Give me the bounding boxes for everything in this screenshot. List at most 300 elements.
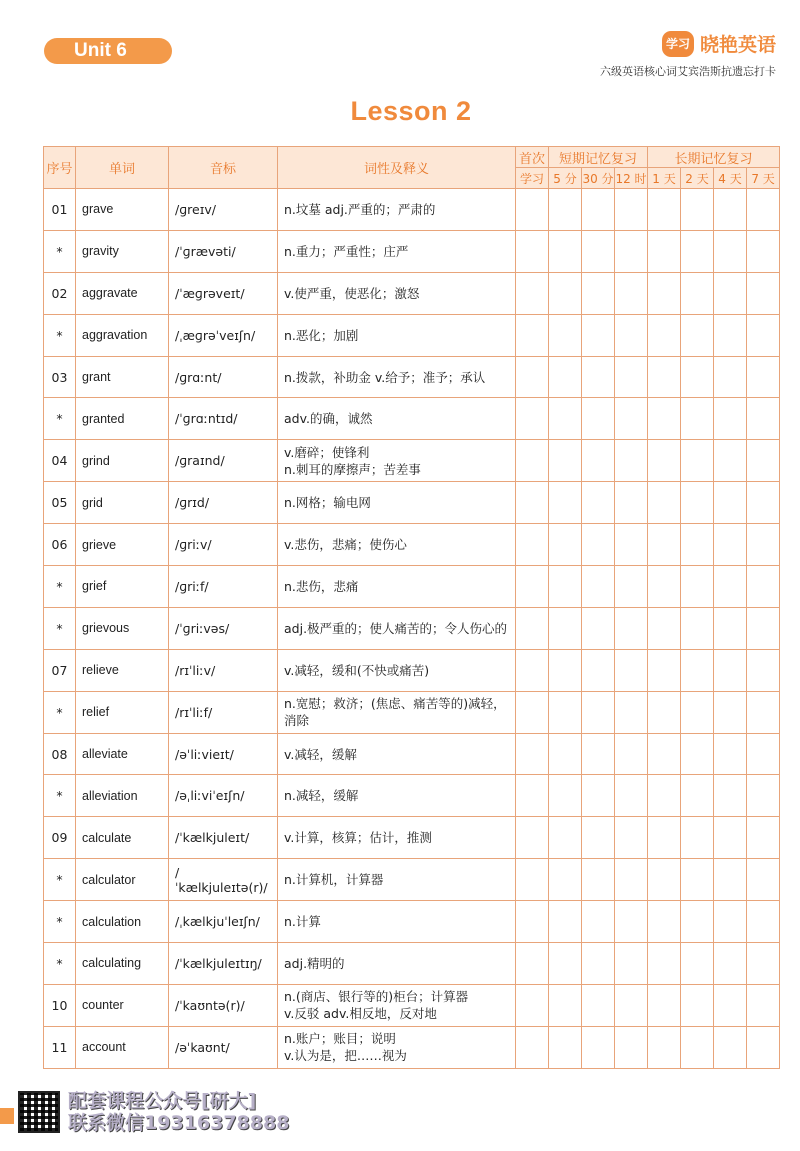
table-row [44, 482, 780, 524]
row-definition: n.坟墓 adj.严重的；严肃的 [278, 189, 516, 231]
row-definition: adj.精明的 [278, 943, 516, 985]
checkin-cell[interactable] [582, 189, 615, 231]
checkin-cell[interactable] [747, 356, 780, 398]
checkin-cell[interactable] [681, 649, 714, 691]
checkin-cell[interactable] [648, 189, 681, 231]
header-short-term: 短期记忆复习 [549, 147, 648, 168]
checkin-cell[interactable] [582, 649, 615, 691]
checkin-cell[interactable] [681, 189, 714, 231]
checkin-cell[interactable] [516, 775, 549, 817]
checkin-cell[interactable] [615, 272, 648, 314]
checkin-cell[interactable] [549, 943, 582, 985]
checkin-cell[interactable] [681, 272, 714, 314]
checkin-cell[interactable] [549, 230, 582, 272]
checkin-cell[interactable] [681, 859, 714, 901]
row-ipa: /ɡraɪnd/ [169, 440, 278, 482]
checkin-cell[interactable] [648, 272, 681, 314]
checkin-cell[interactable] [516, 901, 549, 943]
checkin-cell[interactable] [681, 733, 714, 775]
checkin-cell[interactable] [648, 566, 681, 608]
checkin-cell[interactable] [582, 482, 615, 524]
vocabulary-table [43, 146, 780, 1069]
row-definition: n.恶化；加剧 [278, 314, 516, 356]
row-word: relieve [76, 649, 169, 691]
row-number: * [44, 691, 76, 733]
row-number: * [44, 398, 76, 440]
table-row [44, 649, 780, 691]
checkin-cell[interactable] [747, 901, 780, 943]
checkin-cell[interactable] [747, 859, 780, 901]
checkin-cell[interactable] [648, 859, 681, 901]
checkin-cell[interactable] [681, 356, 714, 398]
checkin-cell[interactable] [747, 230, 780, 272]
checkin-cell[interactable] [516, 356, 549, 398]
table-row [44, 524, 780, 566]
header-short-12h: 12 时 [615, 168, 648, 189]
checkin-cell[interactable] [747, 272, 780, 314]
table-row [44, 189, 780, 231]
checkin-cell[interactable] [714, 189, 747, 231]
checkin-cell[interactable] [582, 314, 615, 356]
checkin-cell[interactable] [582, 398, 615, 440]
table-row [44, 230, 780, 272]
row-ipa: /ˈkaʊntə(r)/ [169, 984, 278, 1026]
brand-subtitle: 六级英语核心词艾宾浩斯抗遗忘打卡 [600, 65, 776, 78]
row-definition: adv.的确，诚然 [278, 398, 516, 440]
checkin-cell[interactable] [582, 272, 615, 314]
checkin-cell[interactable] [648, 817, 681, 859]
checkin-cell[interactable] [714, 482, 747, 524]
checkin-cell[interactable] [648, 649, 681, 691]
checkin-cell[interactable] [714, 984, 747, 1026]
header-long-4d: 4 天 [714, 168, 747, 189]
checkin-cell[interactable] [549, 775, 582, 817]
table-row [44, 859, 780, 901]
header-long-term: 长期记忆复习 [648, 147, 780, 168]
checkin-cell[interactable] [615, 691, 648, 733]
checkin-cell[interactable] [714, 398, 747, 440]
table-row [44, 398, 780, 440]
row-word: calculating [76, 943, 169, 985]
row-number: * [44, 943, 76, 985]
row-definition: n.计算机，计算器 [278, 859, 516, 901]
checkin-cell[interactable] [549, 398, 582, 440]
checkin-cell[interactable] [714, 1026, 747, 1068]
row-definition: v.减轻，缓解 [278, 733, 516, 775]
checkin-cell[interactable] [582, 230, 615, 272]
checkin-cell[interactable] [681, 440, 714, 482]
checkin-cell[interactable] [747, 733, 780, 775]
row-ipa: /əˈliːvieɪt/ [169, 733, 278, 775]
checkin-cell[interactable] [648, 398, 681, 440]
checkin-cell[interactable] [615, 943, 648, 985]
checkin-cell[interactable] [516, 859, 549, 901]
checkin-cell[interactable] [615, 607, 648, 649]
row-ipa: /rɪˈliːf/ [169, 691, 278, 733]
checkin-cell[interactable] [714, 733, 747, 775]
checkin-cell[interactable] [549, 272, 582, 314]
checkin-cell[interactable] [681, 314, 714, 356]
checkin-cell[interactable] [549, 817, 582, 859]
row-word: calculate [76, 817, 169, 859]
checkin-cell[interactable] [516, 524, 549, 566]
row-definition: v.减轻，缓和(不快或痛苦) [278, 649, 516, 691]
row-number: * [44, 230, 76, 272]
checkin-cell[interactable] [747, 984, 780, 1026]
checkin-cell[interactable] [648, 691, 681, 733]
table-row [44, 775, 780, 817]
table-row [44, 314, 780, 356]
table-row [44, 1026, 780, 1068]
checkin-cell[interactable] [747, 817, 780, 859]
row-number: * [44, 775, 76, 817]
checkin-cell[interactable] [615, 440, 648, 482]
row-definition: n.拨款，补助金 v.给予；准予；承认 [278, 356, 516, 398]
header-first-study-sub: 学习 [516, 168, 549, 189]
row-ipa: /ɡrɑːnt/ [169, 356, 278, 398]
checkin-cell[interactable] [681, 1026, 714, 1068]
checkin-cell[interactable] [582, 984, 615, 1026]
row-number: * [44, 859, 76, 901]
checkin-cell[interactable] [549, 649, 582, 691]
checkin-cell[interactable] [516, 691, 549, 733]
checkin-cell[interactable] [516, 398, 549, 440]
watermark-line2: 联系微信19316378888 [68, 1112, 290, 1134]
checkin-cell[interactable] [681, 482, 714, 524]
table-row [44, 272, 780, 314]
table-row [44, 566, 780, 608]
checkin-cell[interactable] [516, 566, 549, 608]
checkin-cell[interactable] [549, 1026, 582, 1068]
checkin-cell[interactable] [549, 733, 582, 775]
row-ipa: /ˈɡrɑːntɪd/ [169, 398, 278, 440]
checkin-cell[interactable] [582, 691, 615, 733]
checkin-cell[interactable] [549, 566, 582, 608]
table-row [44, 817, 780, 859]
header-word: 单词 [76, 147, 169, 189]
checkin-cell[interactable] [714, 901, 747, 943]
checkin-cell[interactable] [516, 189, 549, 231]
checkin-cell[interactable] [582, 859, 615, 901]
checkin-cell[interactable] [516, 272, 549, 314]
checkin-cell[interactable] [747, 482, 780, 524]
row-definition: n.悲伤，悲痛 [278, 566, 516, 608]
checkin-cell[interactable] [615, 398, 648, 440]
checkin-cell[interactable] [681, 230, 714, 272]
checkin-cell[interactable] [714, 859, 747, 901]
table-row [44, 356, 780, 398]
row-definition: n.重力；严重性；庄严 [278, 230, 516, 272]
header-definition: 词性及释义 [278, 147, 516, 189]
checkin-cell[interactable] [549, 482, 582, 524]
header-first-study: 首次 [516, 147, 549, 168]
checkin-cell[interactable] [747, 440, 780, 482]
checkin-cell[interactable] [648, 1026, 681, 1068]
row-definition: n.减轻，缓解 [278, 775, 516, 817]
checkin-cell[interactable] [582, 817, 615, 859]
row-ipa: /ˈɡriːvəs/ [169, 607, 278, 649]
checkin-cell[interactable] [516, 607, 549, 649]
checkin-cell[interactable] [714, 691, 747, 733]
row-number: * [44, 607, 76, 649]
checkin-cell[interactable] [516, 943, 549, 985]
checkin-cell[interactable] [582, 607, 615, 649]
table-row [44, 607, 780, 649]
checkin-cell[interactable] [615, 775, 648, 817]
checkin-cell[interactable] [582, 356, 615, 398]
row-definition: n.账户；账目；说明 v.认为是，把……视为 [278, 1026, 516, 1068]
checkin-cell[interactable] [615, 230, 648, 272]
checkin-cell[interactable] [714, 230, 747, 272]
checkin-cell[interactable] [714, 817, 747, 859]
checkin-cell[interactable] [714, 607, 747, 649]
checkin-cell[interactable] [549, 189, 582, 231]
checkin-cell[interactable] [615, 733, 648, 775]
checkin-cell[interactable] [582, 733, 615, 775]
row-ipa: /ɡreɪv/ [169, 189, 278, 231]
checkin-cell[interactable] [714, 356, 747, 398]
row-word: grief [76, 566, 169, 608]
row-word: counter [76, 984, 169, 1026]
checkin-cell[interactable] [549, 524, 582, 566]
row-ipa: /ɡrɪd/ [169, 482, 278, 524]
checkin-cell[interactable] [747, 566, 780, 608]
row-ipa: /əˈkaʊnt/ [169, 1026, 278, 1068]
row-word: grave [76, 189, 169, 231]
checkin-cell[interactable] [615, 859, 648, 901]
row-word: gravity [76, 230, 169, 272]
unit-label: Unit 6 [44, 38, 172, 64]
watermark [18, 1090, 289, 1134]
row-number: 11 [44, 1026, 76, 1068]
checkin-cell[interactable] [648, 440, 681, 482]
row-word: aggravate [76, 272, 169, 314]
brand-row [600, 30, 776, 57]
vocabulary-rows [44, 189, 780, 1069]
checkin-cell[interactable] [615, 984, 648, 1026]
row-word: aggravation [76, 314, 169, 356]
checkin-cell[interactable] [648, 607, 681, 649]
brand-block [600, 30, 776, 79]
checkin-cell[interactable] [549, 314, 582, 356]
checkin-cell[interactable] [516, 482, 549, 524]
table-row [44, 440, 780, 482]
checkin-cell[interactable] [516, 1026, 549, 1068]
checkin-cell[interactable] [516, 440, 549, 482]
row-ipa: /ˈkælkjuleɪt/ [169, 817, 278, 859]
row-word: grievous [76, 607, 169, 649]
checkin-cell[interactable] [747, 607, 780, 649]
checkin-cell[interactable] [714, 314, 747, 356]
checkin-cell[interactable] [714, 775, 747, 817]
checkin-cell[interactable] [747, 691, 780, 733]
checkin-cell[interactable] [549, 691, 582, 733]
checkin-cell[interactable] [648, 230, 681, 272]
row-number: 06 [44, 524, 76, 566]
row-ipa: /ˈkælkjuleɪtɪŋ/ [169, 943, 278, 985]
row-number: 07 [44, 649, 76, 691]
checkin-cell[interactable] [582, 775, 615, 817]
checkin-cell[interactable] [516, 314, 549, 356]
checkin-cell[interactable] [549, 859, 582, 901]
brand-name: 晓艳英语 [699, 34, 776, 56]
checkin-cell[interactable] [615, 649, 648, 691]
watermark-line1: 配套课程公众号[研大] [68, 1090, 257, 1112]
row-number: * [44, 566, 76, 608]
table-row [44, 901, 780, 943]
header-long-1d: 1 天 [648, 168, 681, 189]
row-word: calculator [76, 859, 169, 901]
checkin-cell[interactable] [615, 356, 648, 398]
checkin-cell[interactable] [747, 524, 780, 566]
checkin-cell[interactable] [615, 566, 648, 608]
header-long-7d: 7 天 [747, 168, 780, 189]
checkin-cell[interactable] [582, 1026, 615, 1068]
row-word: calculation [76, 901, 169, 943]
checkin-cell[interactable] [549, 356, 582, 398]
checkin-cell[interactable] [747, 775, 780, 817]
checkin-cell[interactable] [516, 649, 549, 691]
brand-logo-icon: 学习 [662, 31, 694, 57]
row-number: 10 [44, 984, 76, 1026]
row-definition: v.磨碎；使锋利 n.刺耳的摩擦声；苦差事 [278, 440, 516, 482]
row-number: 02 [44, 272, 76, 314]
row-ipa: /ˌkælkjuˈleɪʃn/ [169, 901, 278, 943]
row-number: 04 [44, 440, 76, 482]
checkin-cell[interactable] [516, 230, 549, 272]
row-ipa: /ɡriːf/ [169, 566, 278, 608]
row-word: alleviation [76, 775, 169, 817]
checkin-cell[interactable] [582, 440, 615, 482]
row-ipa: /ˈɡrævəti/ [169, 230, 278, 272]
checkin-cell[interactable] [615, 901, 648, 943]
checkin-cell[interactable] [549, 984, 582, 1026]
table-row [44, 984, 780, 1026]
checkin-cell[interactable] [615, 482, 648, 524]
checkin-cell[interactable] [714, 272, 747, 314]
row-ipa: /ˌæɡrəˈveɪʃn/ [169, 314, 278, 356]
row-word: grind [76, 440, 169, 482]
row-ipa: /rɪˈliːv/ [169, 649, 278, 691]
row-definition: v.悲伤，悲痛；使伤心 [278, 524, 516, 566]
checkin-cell[interactable] [648, 733, 681, 775]
checkin-cell[interactable] [714, 943, 747, 985]
header-short-30min: 30 分 [582, 168, 615, 189]
row-number: 09 [44, 817, 76, 859]
checkin-cell[interactable] [516, 733, 549, 775]
row-definition: adj.极严重的；使人痛苦的；令人伤心的 [278, 607, 516, 649]
checkin-cell[interactable] [615, 817, 648, 859]
checkin-cell[interactable] [648, 943, 681, 985]
checkin-cell[interactable] [747, 1026, 780, 1068]
header-ipa: 音标 [169, 147, 278, 189]
checkin-cell[interactable] [549, 440, 582, 482]
row-ipa: /əˌliːviˈeɪʃn/ [169, 775, 278, 817]
checkin-cell[interactable] [681, 817, 714, 859]
checkin-cell[interactable] [681, 398, 714, 440]
checkin-cell[interactable] [648, 901, 681, 943]
row-word: account [76, 1026, 169, 1068]
checkin-cell[interactable] [615, 1026, 648, 1068]
row-word: granted [76, 398, 169, 440]
checkin-cell[interactable] [549, 901, 582, 943]
row-definition: v.使严重，使恶化；激怒 [278, 272, 516, 314]
checkin-cell[interactable] [648, 524, 681, 566]
row-word: relief [76, 691, 169, 733]
checkin-cell[interactable] [648, 984, 681, 1026]
checkin-cell[interactable] [681, 775, 714, 817]
checkin-cell[interactable] [681, 524, 714, 566]
row-word: grid [76, 482, 169, 524]
row-number: * [44, 314, 76, 356]
row-word: alleviate [76, 733, 169, 775]
checkin-cell[interactable] [582, 566, 615, 608]
checkin-cell[interactable] [747, 398, 780, 440]
row-number: * [44, 901, 76, 943]
corner-accent [0, 1108, 14, 1124]
row-definition: n.计算 [278, 901, 516, 943]
checkin-cell[interactable] [648, 482, 681, 524]
checkin-cell[interactable] [648, 314, 681, 356]
checkin-cell[interactable] [681, 943, 714, 985]
row-definition: n.网格；输电网 [278, 482, 516, 524]
checkin-cell[interactable] [582, 901, 615, 943]
checkin-cell[interactable] [681, 607, 714, 649]
row-number: 08 [44, 733, 76, 775]
checkin-cell[interactable] [582, 943, 615, 985]
header-short-5min: 5 分 [549, 168, 582, 189]
checkin-cell[interactable] [747, 314, 780, 356]
row-word: grieve [76, 524, 169, 566]
checkin-cell[interactable] [549, 607, 582, 649]
watermark-text [68, 1090, 289, 1134]
header-num: 序号 [44, 147, 76, 189]
row-number: 01 [44, 189, 76, 231]
checkin-cell[interactable] [714, 524, 747, 566]
checkin-cell[interactable] [747, 649, 780, 691]
qr-code-icon [18, 1091, 60, 1133]
table-row [44, 733, 780, 775]
checkin-cell[interactable] [681, 691, 714, 733]
checkin-cell[interactable] [582, 524, 615, 566]
row-word: grant [76, 356, 169, 398]
checkin-cell[interactable] [714, 440, 747, 482]
table-row [44, 943, 780, 985]
checkin-cell[interactable] [615, 314, 648, 356]
row-ipa: /ˈæɡrəveɪt/ [169, 272, 278, 314]
checkin-cell[interactable] [615, 524, 648, 566]
checkin-cell[interactable] [747, 943, 780, 985]
checkin-cell[interactable] [681, 566, 714, 608]
checkin-cell[interactable] [681, 901, 714, 943]
checkin-cell[interactable] [714, 649, 747, 691]
checkin-cell[interactable] [648, 775, 681, 817]
checkin-cell[interactable] [747, 189, 780, 231]
header-long-2d: 2 天 [681, 168, 714, 189]
row-number: 03 [44, 356, 76, 398]
row-definition: v.计算，核算；估计，推测 [278, 817, 516, 859]
checkin-cell[interactable] [516, 817, 549, 859]
table-row [44, 691, 780, 733]
row-number: 05 [44, 482, 76, 524]
row-definition: n.宽慰；救济；(焦虑、痛苦等的)减轻，消除 [278, 691, 516, 733]
checkin-cell[interactable] [714, 566, 747, 608]
checkin-cell[interactable] [648, 356, 681, 398]
checkin-cell[interactable] [516, 984, 549, 1026]
row-ipa: /ˈkælkjuleɪtə(r)/ [169, 859, 278, 901]
checkin-cell[interactable] [681, 984, 714, 1026]
checkin-cell[interactable] [615, 189, 648, 231]
